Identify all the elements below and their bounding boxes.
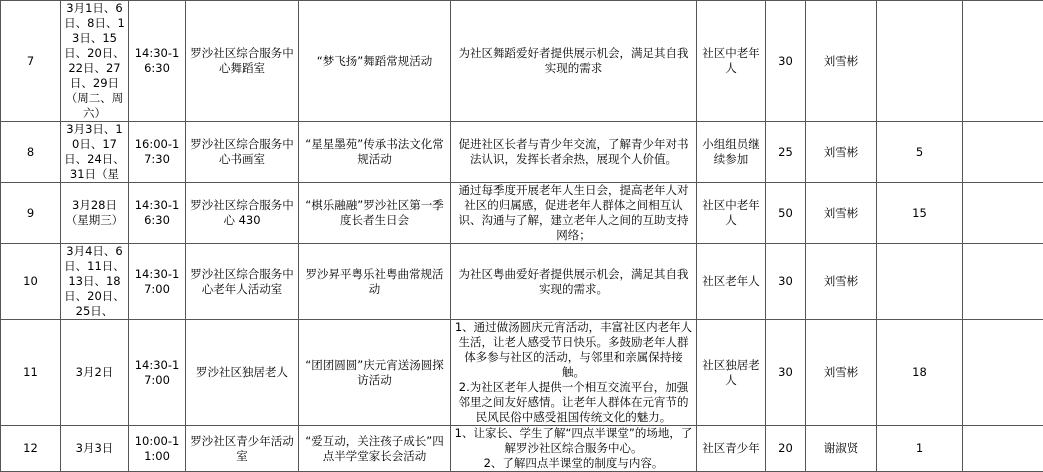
cell-venue: 罗沙社区综合服务中心舞蹈室 [186,1,299,122]
cell-activity: 罗沙昇平粤乐社粤曲常规活动 [299,244,451,320]
cell-count: 25 [766,122,806,183]
cell-time: 10:00-11:00 [129,426,186,472]
cell-volunteers: 1 [877,426,963,472]
table-body [1,1,1043,472]
cell-target: 社区独居老人 [697,320,766,426]
table-row [1,1,1043,122]
cell-date: 3月4日、6日、11日、13日、18日、20日、25日、 [61,244,129,320]
cell-target: 社区中老年人 [697,183,766,244]
table-row [1,320,1043,426]
cell-no: 8 [1,122,61,183]
cell-no: 9 [1,183,61,244]
cell-date: 3月1日、6日、8日、13日、15日、20日、22日、27日、29日（周二、周六） [61,1,129,122]
cell-goal: 1、让家长、学生了解“四点半课堂”的场地，了解罗沙社区综合服务中心。 2、了解四点半课堂的制度与内容。 [451,426,697,472]
cell-count: 50 [766,183,806,244]
cell-venue: 罗沙社区青少年活动室 [186,426,299,472]
cell-activity: “棋乐融融”罗沙社区第一季度长者生日会 [299,183,451,244]
cell-no: 12 [1,426,61,472]
cell-staff: 刘雪彬 [806,320,877,426]
cell-staff: 谢淑贤 [806,426,877,472]
cell-venue: 罗沙社区综合服务中心 430 [186,183,299,244]
cell-blank [963,320,1043,426]
table-row [1,244,1043,320]
cell-goal: 为社区舞蹈爱好者提供展示机会，满足其自我实现的需求 [451,1,697,122]
cell-venue: 罗沙社区综合服务中心老年人活动室 [186,244,299,320]
cell-staff: 刘雪彬 [806,1,877,122]
cell-staff: 刘雪彬 [806,244,877,320]
cell-count: 30 [766,320,806,426]
cell-goal: 促进社区长者与青少年交流，了解青少年对书法认识，发挥长者余热，展现个人价值。 [451,122,697,183]
cell-activity: “爱互动，关注孩子成长”四点半学堂家长会活动 [299,426,451,472]
cell-volunteers: 5 [877,122,963,183]
table-row [1,122,1043,183]
cell-time: 14:30-17:00 [129,320,186,426]
cell-volunteers: 18 [877,320,963,426]
cell-goal: 1、通过做汤圆庆元宵活动，丰富社区内老年人生活，让老人感受节日快乐。多鼓励老年人群体多参与社区的活动，与邻里和亲属保持接触。 2.为社区老年人提供一个相互交流平台，加强邻里之间友好感情。让老年人群体在元宵节的民风民俗中感受祖国传统文化的魅力。 [451,320,697,426]
cell-date: 3月2日 [61,320,129,426]
cell-blank [963,1,1043,122]
cell-target: 社区中老年人 [697,1,766,122]
cell-activity: “星星墨苑”传承书法文化常规活动 [299,122,451,183]
cell-time: 14:30-17:00 [129,244,186,320]
cell-blank [963,122,1043,183]
cell-blank [963,244,1043,320]
cell-target: 小组组员继续参加 [697,122,766,183]
cell-no: 11 [1,320,61,426]
cell-goal: 为社区粤曲爱好者提供展示机会，满足其自我实现的需求。 [451,244,697,320]
cell-volunteers [877,1,963,122]
cell-time: 14:30-16:30 [129,183,186,244]
table-row [1,426,1043,472]
cell-date: 3月28日（星期三） [61,183,129,244]
cell-staff: 刘雪彬 [806,122,877,183]
cell-goal: 通过每季度开展老年人生日会，提高老年人对社区的归属感，促进老年人群体之间相互认识、沟通与了解，建立老年人之间的互助支持网络； [451,183,697,244]
cell-blank [963,426,1043,472]
cell-count: 30 [766,1,806,122]
cell-venue: 罗沙社区综合服务中心书画室 [186,122,299,183]
cell-time: 16:00-17:30 [129,122,186,183]
cell-date: 3月3日、10日、17日、24日、31日（星 [61,122,129,183]
cell-target: 社区青少年 [697,426,766,472]
cell-count: 30 [766,244,806,320]
cell-volunteers: 15 [877,183,963,244]
cell-target: 社区老年人 [697,244,766,320]
cell-date: 3月3日 [61,426,129,472]
table-row [1,183,1043,244]
cell-volunteers [877,244,963,320]
cell-staff: 刘雪彬 [806,183,877,244]
cell-count: 20 [766,426,806,472]
cell-time: 14:30-16:30 [129,1,186,122]
cell-venue: 罗沙社区独居老人 [186,320,299,426]
cell-no: 10 [1,244,61,320]
cell-blank [963,183,1043,244]
cell-activity: “梦飞扬”舞蹈常规活动 [299,1,451,122]
cell-activity: “团团圆圆”庆元宵送汤圆探访活动 [299,320,451,426]
cell-no: 7 [1,1,61,122]
